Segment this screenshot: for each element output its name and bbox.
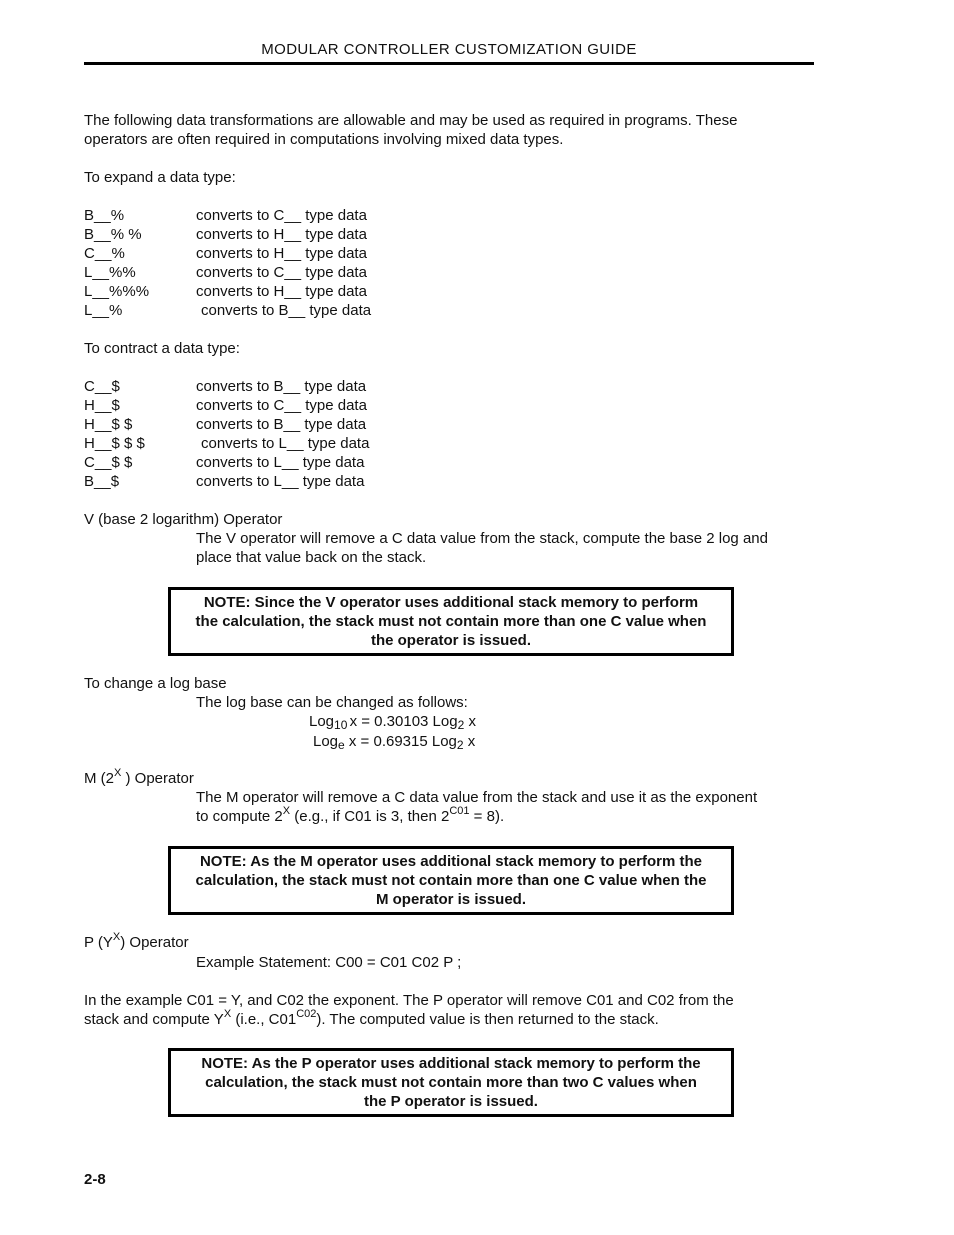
expand-code: B__% % xyxy=(84,226,142,243)
desc-text: to compute 2 xyxy=(196,808,283,825)
superscript: X xyxy=(223,1008,232,1020)
v-operator-desc-line-2: place that value back on the stack. xyxy=(196,549,427,566)
v-operator-desc-line-1: The V operator will remove a C data value from the stack, compute the base 2 log and xyxy=(196,530,768,547)
contract-desc: converts to B__ type data xyxy=(196,416,367,433)
m-operator-desc-line-2 xyxy=(196,807,504,826)
p-operator-example: Example Statement: C00 = C01 C02 P ; xyxy=(196,954,462,971)
para-text: ). The computed value is then returned to the stack. xyxy=(316,1011,659,1028)
contract-code: H__$ $ $ xyxy=(84,435,145,452)
p-operator-para-line-1: In the example C01 = Y, and C02 the exponent. The P operator will remove C01 and C02 from the xyxy=(84,992,734,1009)
log-equation-2 xyxy=(313,732,475,751)
expand-desc: converts to C__ type data xyxy=(196,207,367,224)
expand-heading: To expand a data type: xyxy=(84,169,236,186)
m-operator-note xyxy=(168,846,734,915)
log-variable: x xyxy=(467,733,476,750)
log-variable: x xyxy=(348,733,357,750)
log-rhs: = 0.30103 Log xyxy=(357,713,458,730)
log-base-subscript: 2 xyxy=(456,738,464,752)
log-text: Log xyxy=(313,733,339,750)
contract-code: C__$ $ xyxy=(84,454,133,471)
log-variable: x xyxy=(349,713,358,730)
para-text: stack and compute Y xyxy=(84,1011,224,1028)
intro-line-1: The following data transformations are allowable and may be used as required in programs. These xyxy=(84,112,738,129)
note-line: NOTE: As the M operator uses additional stack memory to perform the xyxy=(199,853,703,870)
contract-desc: converts to L__ type data xyxy=(196,473,365,490)
contract-desc: converts to C__ type data xyxy=(196,397,367,414)
p-operator-para-line-2 xyxy=(84,1010,659,1029)
desc-text: = 8). xyxy=(469,808,505,825)
m-operator-heading xyxy=(84,769,194,788)
log-equation-1 xyxy=(309,712,476,731)
log-base-subscript: 2 xyxy=(457,718,465,732)
note-line: the calculation, the stack must not contain more than one C value when xyxy=(195,613,707,630)
header-rule xyxy=(84,62,814,65)
contract-desc: converts to B__ type data xyxy=(196,378,367,395)
contract-heading: To contract a data type: xyxy=(84,340,240,357)
page-header-title: MODULAR CONTROLLER CUSTOMIZATION GUIDE xyxy=(261,41,637,58)
v-operator-note xyxy=(168,587,734,656)
note-line: the operator is issued. xyxy=(370,632,532,649)
expand-code: B__% xyxy=(84,207,125,224)
expand-desc: converts to H__ type data xyxy=(196,226,367,243)
note-line: NOTE: As the P operator uses additional stack memory to perform the xyxy=(201,1055,701,1072)
v-operator-heading: V (base 2 logarithm) Operator xyxy=(84,511,283,528)
intro-paragraph xyxy=(84,111,844,149)
log-rhs: = 0.69315 Log xyxy=(356,733,457,750)
superscript: X xyxy=(112,931,121,943)
contract-desc: converts to L__ type data xyxy=(196,454,365,471)
expand-code: L__% xyxy=(84,302,123,319)
log-variable: x xyxy=(468,713,476,730)
log-text: Log xyxy=(309,713,335,730)
contract-code: C__$ xyxy=(84,378,120,395)
intro-line-2: operators are often required in computations involving mixed data types. xyxy=(84,131,564,148)
expand-desc: converts to C__ type data xyxy=(196,264,367,281)
p-operator-heading xyxy=(84,933,189,952)
note-line: calculation, the stack must not contain more than two C values when xyxy=(205,1074,697,1091)
expand-code: L__%%% xyxy=(84,283,150,300)
note-line: the P operator is issued. xyxy=(364,1093,538,1110)
log-base-subscript: 10 xyxy=(334,718,348,732)
contract-code: H__$ $ xyxy=(84,416,133,433)
contract-code: B__$ xyxy=(84,473,120,490)
para-text: (i.e., C01 xyxy=(231,1011,297,1028)
log-base-subscript: e xyxy=(338,738,345,752)
note-line: calculation, the stack must not contain more than one C value when the xyxy=(195,872,707,889)
m-operator-desc-line-1: The M operator will remove a C data value from the stack and use it as the exponent xyxy=(196,789,758,806)
heading-text: ) Operator xyxy=(120,934,189,951)
desc-text: (e.g., if C01 is 3, then 2 xyxy=(290,808,450,825)
expand-code: C__% xyxy=(84,245,125,262)
log-base-heading: To change a log base xyxy=(84,675,227,692)
contract-code: H__$ xyxy=(84,397,120,414)
expand-code: L__%% xyxy=(84,264,136,281)
superscript: C01 xyxy=(449,805,470,817)
page-number: 2-8 xyxy=(84,1171,106,1188)
superscript: X xyxy=(282,805,291,817)
superscript: C02 xyxy=(296,1008,317,1020)
expand-desc: converts to B__ type data xyxy=(201,302,372,319)
p-operator-note xyxy=(168,1048,734,1117)
note-line: M operator is issued. xyxy=(375,891,527,908)
heading-text: P (Y xyxy=(84,934,113,951)
heading-text: M (2 xyxy=(84,770,114,787)
heading-text: ) Operator xyxy=(121,770,194,787)
contract-desc: converts to L__ type data xyxy=(201,435,370,452)
log-base-intro: The log base can be changed as follows: xyxy=(196,694,468,711)
superscript: X xyxy=(114,767,122,779)
expand-desc: converts to H__ type data xyxy=(196,245,367,262)
note-line: NOTE: Since the V operator uses additional stack memory to perform xyxy=(203,594,699,611)
expand-desc: converts to H__ type data xyxy=(196,283,367,300)
